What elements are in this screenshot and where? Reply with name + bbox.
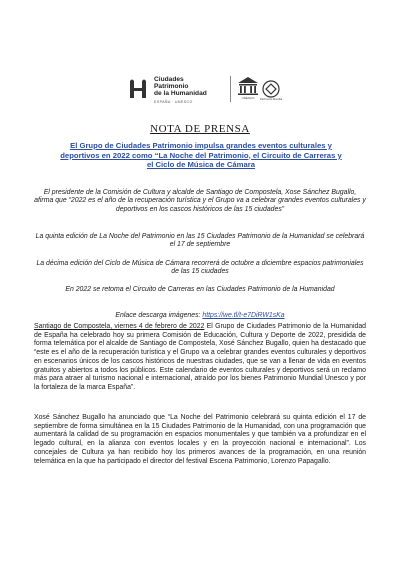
summary-item-3: La décima edición del Ciclo de Música de Cámara recorrerá de octubre a diciembre espacios patrimoniales de las 15 ciudades [36, 260, 364, 276]
body-paragraph-1 [34, 323, 366, 393]
summary-item-4: En 2022 se retoma el Circuito de Carreras en las Ciudades Patrimonio de la Humanidad [65, 286, 335, 293]
world-heritage-logo [259, 80, 283, 101]
world-heritage-emblem-icon [262, 80, 280, 98]
logo-subtitle: ESPAÑA · UNESCO [154, 99, 193, 104]
logo-text-line1: Ciudades [154, 76, 184, 83]
world-heritage-caption: Patrimonio Mundial [259, 98, 283, 101]
body-paragraph-2: Xosé Sánchez Bugallo ha anunciado que “La Noche del Patrimonio celebrará su quinta edición el 17 de septiembre de forma simultánea en la 15 Ciudades Patrimonio de la Humanidad, con una programación que aumentará la calidad de su programación en espacios monumentales y que también va a profundizar en el legado cultural, en la alianza con eventos locales y en la proyección nacional e internacional”. Los concejales de Cultura ya han recibido hoy los primeros avances de la programación, en una reunión telemática en la que ha participado el director del festival Escena Patrimonio, Lorenzo Papagallo. [34, 414, 366, 465]
download-link[interactable]: https://we.tl/t-e7DiRW1sKa [202, 312, 285, 319]
unesco-caption: UNESCO [241, 96, 255, 100]
logo-divider [230, 76, 231, 102]
unesco-temple-icon [236, 76, 260, 96]
h-logo-mark-icon [128, 78, 150, 100]
headline: El Grupo de Ciudades Patrimonio impulsa grandes eventos culturales y deportivos en 2022 como “La Noche del Patrimonio, el Circuito de Carreras y el Ciclo de Música de Cámara [60, 141, 342, 169]
unesco-logo [236, 76, 260, 102]
download-label: Enlace descarga imágenes: [115, 312, 203, 319]
ciudades-patrimonio-logo [128, 76, 228, 104]
logo-text-line2: Patrimonio [154, 83, 189, 91]
logo-text-line3: de la Humanidad [154, 90, 207, 98]
download-line [34, 312, 366, 320]
paragraph-1-text: El Grupo de Ciudades Patrimonio de la Humanidad de España ha celebrado hoy su primera Comisión de Educación, Cultura y Deporte de 2022, presidida de forma telemática por el alcalde de Santiago de Compostela, Xosé Sánchez Bugallo, quien ha destacado que “este es el año de la recuperación turística y el Grupo va a celebrar grandes eventos culturales y deportivos en escenarios únicos de los cascos históricos de nuestras ciudades, que se van a llenar de vida en eventos gratuitos y abiertos a todos los públicos. Este calendario de eventos culturales y deportivos será un reclamo más para atraer al turismo nacional e internacional, atraído por los bienes Patrimonio Mundial Unesco y por la fortaleza de la marca España”. [34, 323, 367, 391]
summary-item-1: El presidente de la Comisión de Cultura y alcalde de Santiago de Compostela, Xose Sánchez Bugallo, afirma que “2022 es el año de la recuperación turística y el Grupo va a celebrar grandes eventos culturales y deportivos en los cascos históricos de las 15 ciudades” [34, 189, 366, 213]
dateline: Santiago de Compostela, viernes 4 de febrero de 2022 [34, 323, 205, 330]
summary-item-2: La quinta edición de La Noche del Patrimonio en las 15 Ciudades Patrimonio de la Humanidad se celebrará el 17 de septiembre [35, 233, 365, 249]
document-title: NOTA DE PRENSA [150, 123, 250, 135]
